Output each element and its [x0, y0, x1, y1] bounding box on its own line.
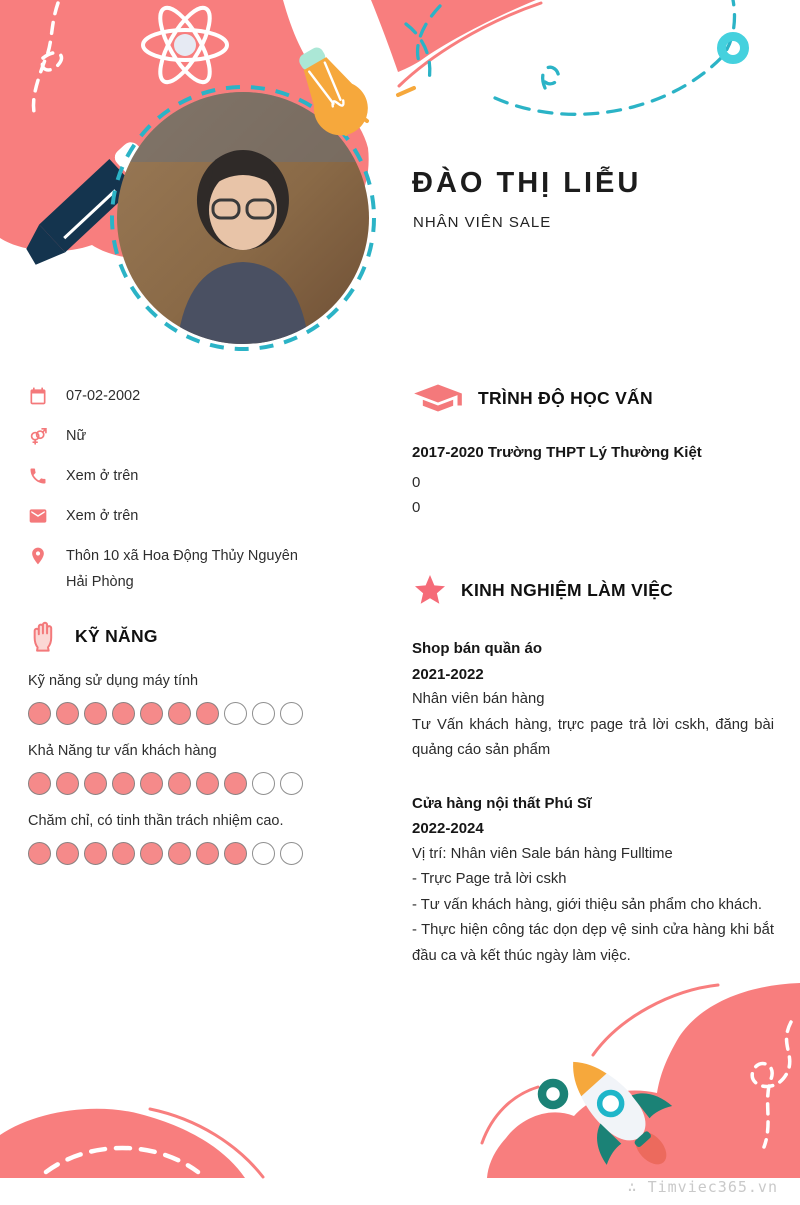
- education-entry: [412, 442, 774, 520]
- email-icon: [28, 506, 48, 526]
- coral-arc-bottom-right-low: [482, 1087, 538, 1143]
- coral-blob-bottom-left: [0, 1109, 245, 1178]
- skill-dot: [112, 702, 135, 725]
- job-company: Shop bán quần áo: [412, 640, 542, 657]
- job-detail: - Tư vấn khách hàng, giới thiệu sản phẩm cho khách.: [412, 896, 763, 913]
- experience-section-header: [412, 572, 774, 608]
- skill-dot: [196, 702, 219, 725]
- skill-dot: [56, 842, 79, 865]
- education-line: 0: [412, 474, 421, 491]
- right-column: [412, 380, 774, 996]
- left-column: [28, 386, 320, 865]
- white-dashed-arc-left: [46, 1148, 198, 1172]
- atom-icon: [143, 1, 227, 89]
- coral-blob-top-right: [371, 0, 536, 72]
- skill-dot: [252, 702, 275, 725]
- experience-list: [412, 636, 774, 969]
- profile-info-row: [28, 546, 320, 595]
- profile-info-text: Thôn 10 xã Hoa Động Thủy Nguyên Hải Phòng: [66, 548, 298, 590]
- skill-dot: [196, 772, 219, 795]
- job-detail: Nhân viên bán hàng: [412, 691, 545, 707]
- white-dashed-squiggle-right: [752, 1022, 791, 1147]
- job-details: [412, 687, 774, 764]
- skill-dot: [84, 772, 107, 795]
- education-heading: TRÌNH ĐỘ HỌC VẤN: [478, 387, 653, 408]
- job-detail: Vị trí: Nhân viên Sale bán hàng Fulltime: [412, 845, 673, 862]
- skill-dot: [224, 842, 247, 865]
- gender-icon: [28, 426, 48, 446]
- experience-entry: [412, 636, 774, 764]
- job-period: 2021-2022: [412, 665, 484, 683]
- profile-info-text: Xem ở trên: [66, 468, 139, 484]
- profile-info-list: [28, 386, 320, 595]
- skill-dot: [140, 772, 163, 795]
- skill-dot: [196, 842, 219, 865]
- skill-dot: [168, 772, 191, 795]
- rocket-icon: [540, 1032, 696, 1191]
- site-watermark: ∴ Timviec365.vn: [627, 1178, 778, 1196]
- skill-dot: [280, 772, 303, 795]
- coral-arc-top-right: [399, 3, 541, 86]
- job-detail: Tư Vấn khách hàng, trực page trả lời cskh, đăng bài quảng cáo sản phẩm: [412, 716, 774, 758]
- skill-dot: [140, 702, 163, 725]
- graduation-cap-icon: [412, 380, 464, 416]
- bulb-glow-dashes: [337, 88, 414, 134]
- skill-dot: [280, 842, 303, 865]
- skill-dot: [224, 702, 247, 725]
- skill-dot: [84, 842, 107, 865]
- job-detail: - Thực hiện công tác dọn dẹp vệ sinh cửa hàng khi bắt đầu ca và kết thúc ngày làm việc.: [412, 922, 774, 964]
- fist-icon: [28, 617, 60, 655]
- teal-dashed-curves: [406, 0, 735, 114]
- experience-heading: KINH NGHIỆM LÀM VIỆC: [461, 579, 674, 600]
- skill-dot: [84, 702, 107, 725]
- skill-item: [28, 813, 320, 865]
- skill-level-dots: [28, 772, 320, 795]
- education-section-header: [412, 380, 774, 416]
- skill-dot: [56, 772, 79, 795]
- education-lines: [412, 470, 774, 520]
- white-dashed-squiggle: [33, 3, 61, 112]
- profile-photo: [117, 92, 369, 344]
- coral-blob-bottom-right: [487, 983, 800, 1178]
- skill-dot: [280, 702, 303, 725]
- candidate-name: ĐÀO THỊ LIỄU: [412, 167, 642, 199]
- skills-section-header: [28, 617, 320, 655]
- profile-info-row: [28, 466, 320, 489]
- profile-info-row: [28, 506, 320, 529]
- skill-dot: [28, 772, 51, 795]
- skill-dot: [252, 842, 275, 865]
- skill-dot: [112, 842, 135, 865]
- skill-label: Khả Năng tư vấn khách hàng: [28, 743, 217, 759]
- skill-dot: [56, 702, 79, 725]
- job-details: [412, 842, 774, 970]
- header-block: [412, 167, 641, 231]
- skill-dot: [168, 842, 191, 865]
- skill-label: Kỹ năng sử dụng máy tính: [28, 673, 199, 689]
- profile-info-text: Xem ở trên: [66, 508, 139, 524]
- skills-heading: KỸ NĂNG: [75, 625, 158, 646]
- star-icon: [412, 572, 448, 608]
- job-period: 2022-2024: [412, 820, 484, 837]
- coral-arc-bottom-left: [150, 1109, 263, 1177]
- skills-list: [28, 673, 320, 865]
- dark-teal-donut-icon: [542, 1083, 564, 1105]
- skill-level-dots: [28, 702, 320, 725]
- phone-icon: [28, 466, 48, 486]
- skill-level-dots: [28, 842, 320, 865]
- profile-info-text: Nữ: [66, 428, 87, 444]
- education-line: 0: [412, 499, 421, 516]
- job-company: Cửa hàng nội thất Phú Sĩ: [412, 794, 592, 812]
- calendar-icon: [28, 386, 48, 406]
- location-icon: [28, 546, 48, 566]
- job-detail: - Trực Page trả lời cskh: [412, 871, 567, 887]
- skill-item: [28, 743, 320, 795]
- profile-info-row: [28, 426, 320, 449]
- cyan-donut-icon: [722, 37, 745, 60]
- bottom-decoration: [0, 975, 800, 1205]
- skill-dot: [252, 772, 275, 795]
- skill-item: [28, 673, 320, 725]
- experience-entry: [412, 791, 774, 970]
- skill-label: Chăm chỉ, có tinh thần trách nhiệm cao.: [28, 813, 284, 829]
- profile-info-text: 07-02-2002: [66, 388, 141, 404]
- candidate-job-title: NHÂN VIÊN SALE: [413, 214, 552, 231]
- profile-info-row: [28, 386, 320, 409]
- skill-dot: [168, 702, 191, 725]
- skill-dot: [28, 842, 51, 865]
- skill-dot: [140, 842, 163, 865]
- skill-dot: [28, 702, 51, 725]
- education-title: 2017-2020 Trường THPT Lý Thường Kiệt: [412, 444, 702, 461]
- skill-dot: [224, 772, 247, 795]
- skill-dot: [112, 772, 135, 795]
